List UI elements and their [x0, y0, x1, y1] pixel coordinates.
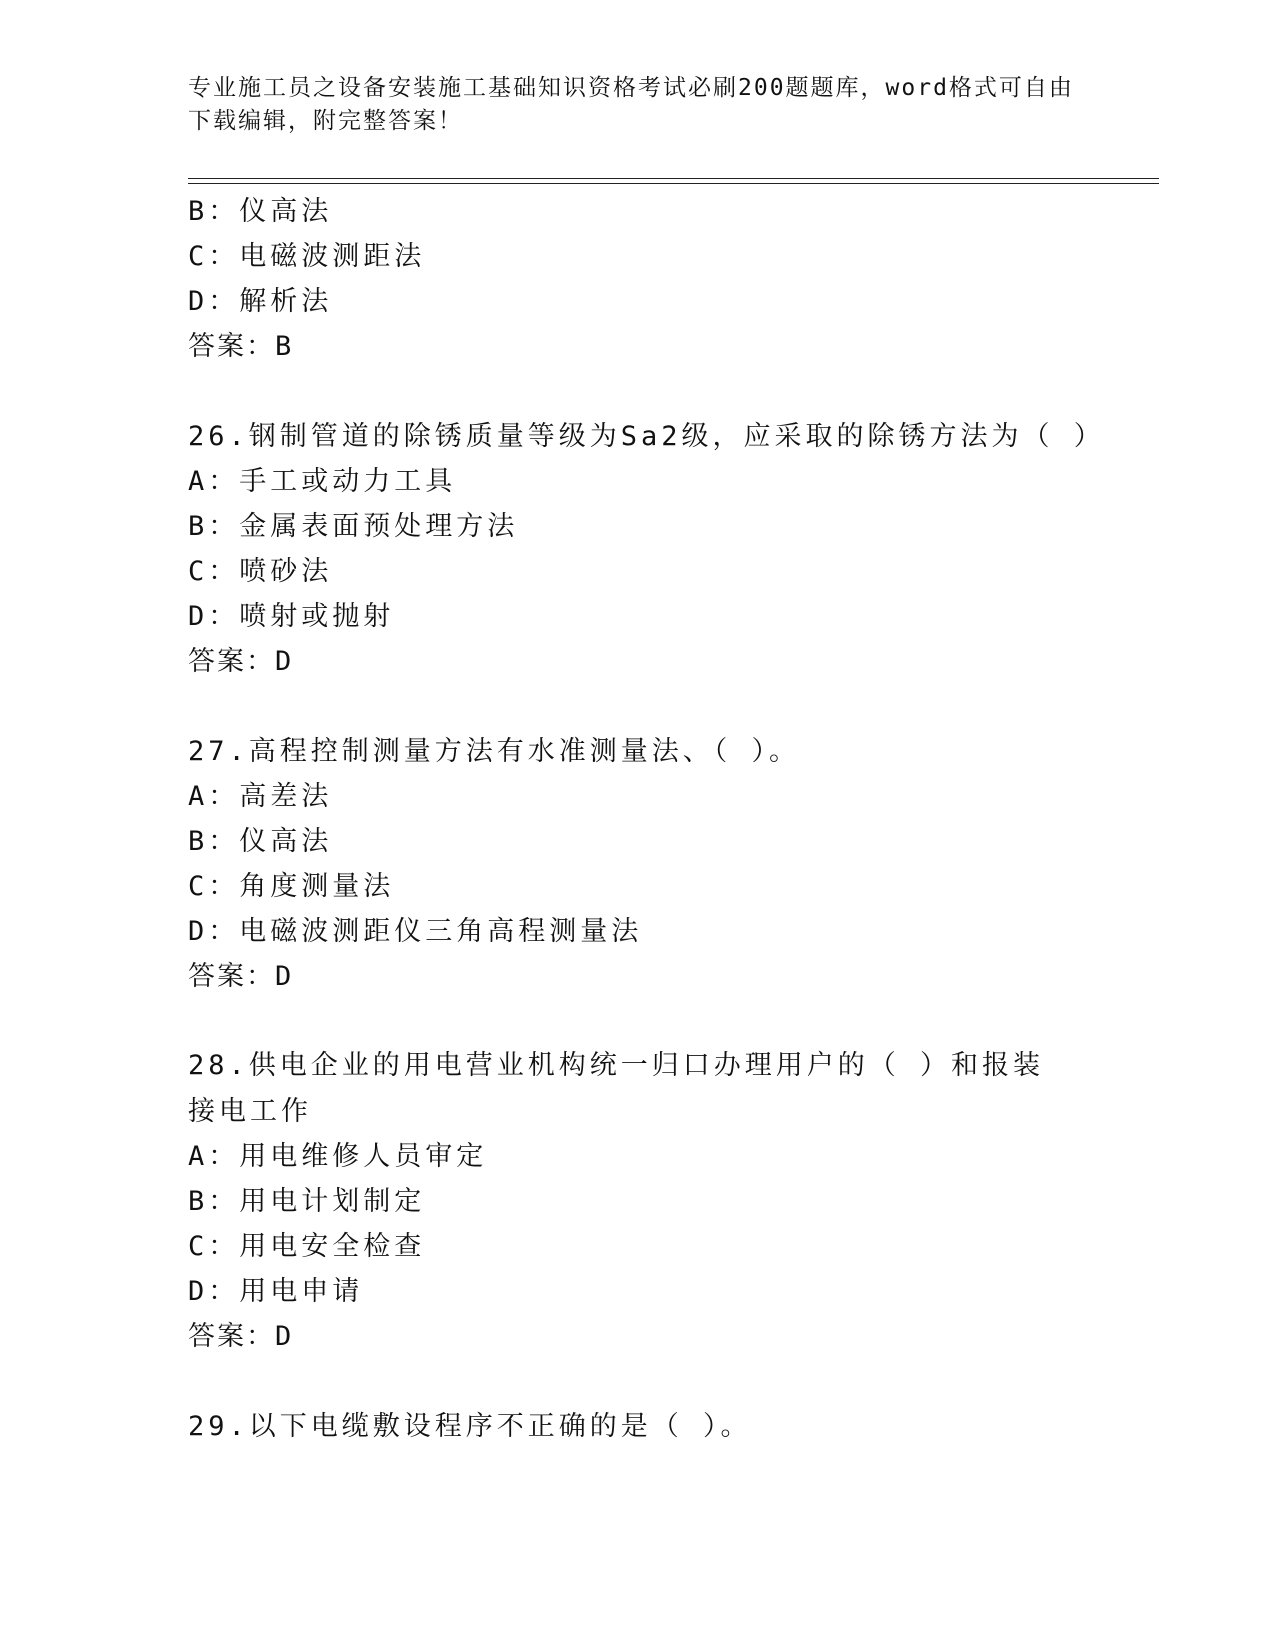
q25-answer: 答案：B — [188, 331, 294, 362]
q27-option-d: D：电磁波测距仪三角高程测量法 — [188, 916, 643, 947]
q26-option-b: B：金属表面预处理方法 — [188, 511, 519, 542]
q28-question: 28.供电企业的用电营业机构统一归口办理用户的（ ）和报装接电工作 — [188, 1050, 1045, 1127]
q27-option-a: A：高差法 — [188, 781, 333, 812]
q26-option-a: A：手工或动力工具 — [188, 466, 457, 497]
header-divider-top — [188, 178, 1159, 179]
q25-option-b: B：仪高法 — [188, 196, 333, 227]
q28-option-d: D：用电申请 — [188, 1276, 364, 1307]
q28-option-c: C：用电安全检查 — [188, 1231, 426, 1262]
q25-option-d: D：解析法 — [188, 286, 333, 317]
document-header: 专业施工员之设备安装施工基础知识资格考试必刷200题题库，word格式可自由下载编辑，附完整答案！ — [188, 75, 1074, 134]
q26-option-d: D：喷射或抛射 — [188, 601, 395, 632]
header-divider-bottom — [188, 183, 1159, 184]
q26-option-c: C：喷砂法 — [188, 556, 333, 587]
q27-option-b: B：仪高法 — [188, 826, 333, 857]
q28-answer: 答案：D — [188, 1321, 294, 1352]
q27-option-c: C：角度测量法 — [188, 871, 395, 902]
q27-question: 27.高程控制测量方法有水准测量法、（ ）。 — [188, 736, 801, 767]
q26-answer: 答案：D — [188, 646, 294, 677]
q26-question: 26.钢制管道的除锈质量等级为Sa2级，应采取的除锈方法为（ ） — [188, 421, 1105, 452]
q27-answer: 答案：D — [188, 961, 294, 992]
q29-question: 29.以下电缆敷设程序不正确的是（ ）。 — [188, 1411, 752, 1442]
q28-option-b: B：用电计划制定 — [188, 1186, 426, 1217]
q25-option-c: C：电磁波测距法 — [188, 241, 426, 272]
q28-option-a: A：用电维修人员审定 — [188, 1141, 488, 1172]
